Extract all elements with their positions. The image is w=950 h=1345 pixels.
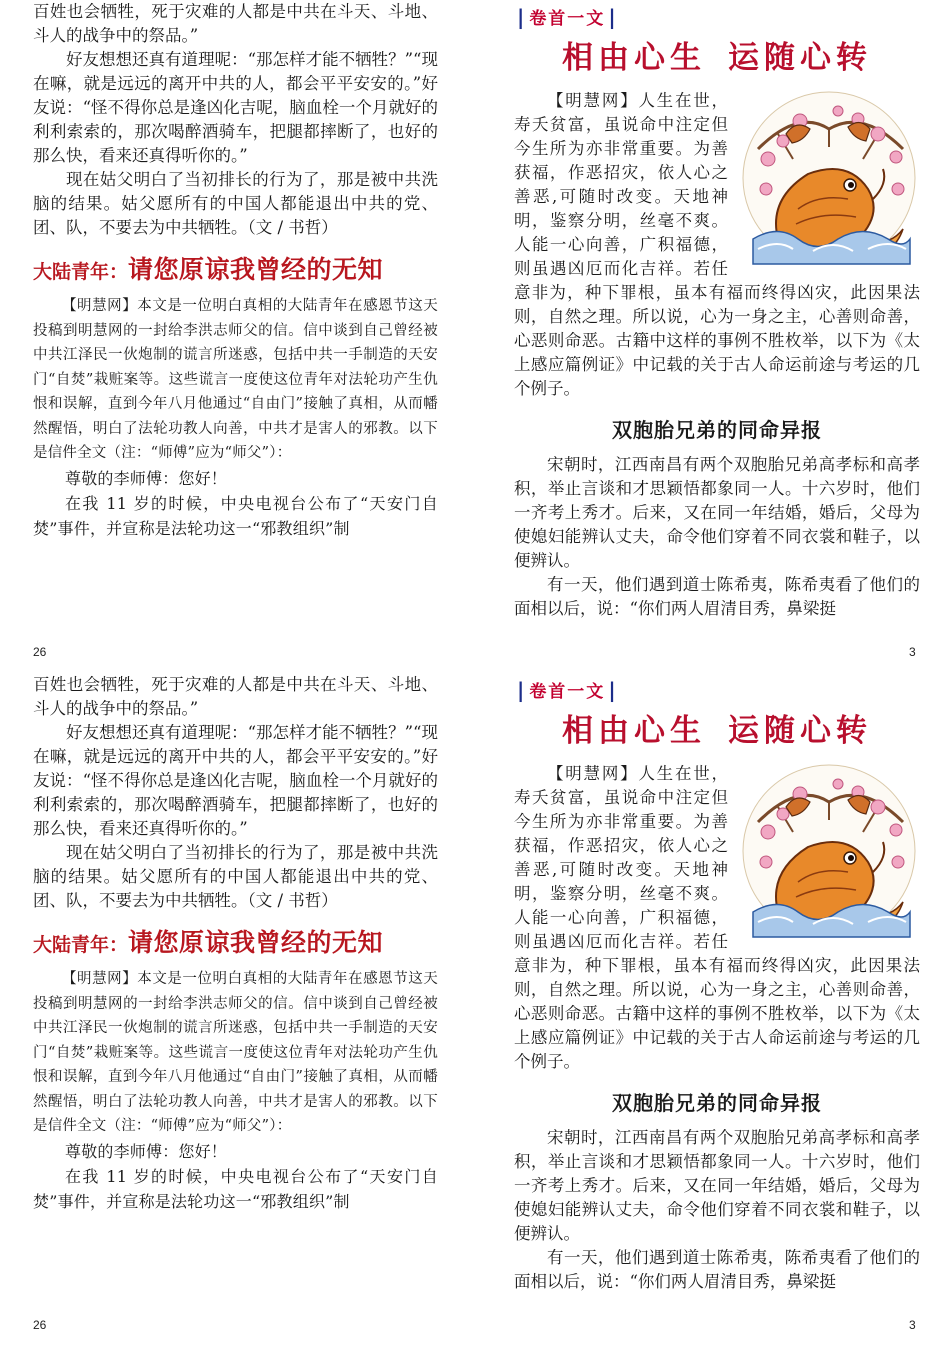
title-left: 相由心生 — [562, 713, 706, 749]
section-bar-left: | — [517, 678, 527, 702]
subheading: 双胞胎兄弟的同命异报 — [612, 418, 822, 442]
page-number: 26 — [33, 645, 47, 659]
paragraph: 【明慧网】本文是一位明白真相的大陆青年在感恩节这天投稿到明慧网的一封给李洪志师父的信。信中谈到自己曾经被中共江泽民一伙炮制的谎言所迷惑，包括中共一手制造的天安门“自焚”栽赃案等。这些谎言一度使这位青年对法轮功产生仇恨和误解，直到今年八月他通过“自由门”接触了真相，从而幡然醒悟，明白了法轮功教人向善，中共才是害人的邪教。以下是信件全文（注：“师傅”应为“师父”）： — [33, 971, 438, 1134]
left-page-column — [33, 0, 438, 541]
title-right: 运随心转 — [728, 40, 872, 76]
subheading: 双胞胎兄弟的同命异报 — [612, 1091, 822, 1115]
paragraph: 好友想想还真有道理呢：“那怎样才能不牺牲？”“现在嘛，就是远远的离开中共的人，都会平平安安的。”好友说：“怪不得你总是逢凶化吉呢，脑血栓一个月就好的利利索索的，那次喝醉酒骑车，把腿都摔断了，也好的那么快，看来还真得听你的。” — [33, 50, 438, 165]
intro-paragraph: 【明慧网】人生在世，寿夭贫富，虽说命中注定但今生所为亦非常重要。为善获福，作恶招灾，依人心之善恶,可随时改变。天地神明，鉴察分明，丝毫不爽。人能一心向善，广积福德，则虽遇凶厄而化吉祥。若任意非为，种下罪根，虽本有福而终得凶灾，此因果法则，自然之理。所以说，心为一身之主，心善则命善，心恶则命恶。古籍中这样的事例不胜枚举，以下为《太上感应篇例证》中记载的关于古人命运前途与考运的几个例子。 — [514, 91, 920, 398]
left-page-column — [33, 673, 438, 1214]
paragraph: 百姓也会牺牲，死于灾难的人都是中共在斗天、斗地、斗人的战争中的祭品。” — [33, 675, 438, 718]
title-left: 相由心生 — [562, 40, 706, 76]
section-bar-right: | — [608, 678, 618, 702]
paragraph: 有一天，他们遇到道士陈希夷，陈希夷看了他们的面相以后，说：“你们两人眉清目秀，鼻梁挺 — [514, 1248, 920, 1291]
page-number: 3 — [909, 645, 916, 659]
headline-kicker: 大陆青年： — [33, 261, 129, 283]
section-bar-left: | — [517, 5, 527, 29]
paragraph: 【明慧网】本文是一位明白真相的大陆青年在感恩节这天投稿到明慧网的一封给李洪志师父的信。信中谈到自己曾经被中共江泽民一伙炮制的谎言所迷惑，包括中共一手制造的天安门“自焚”栽赃案等。这些谎言一度使这位青年对法轮功产生仇恨和误解，直到今年八月他通过“自由门”接触了真相，从而幡然醒悟，明白了法轮功教人向善，中共才是害人的邪教。以下是信件全文（注：“师傅”应为“师父”）： — [33, 298, 438, 461]
paragraph: 现在姑父明白了当初排长的行为了，那是被中共洗脑的结果。姑父愿所有的中国人都能退出中共的党、团、队，不要去为中共牺牲。（文 / 书哲） — [33, 843, 438, 910]
section-label — [514, 4, 920, 30]
paragraph: 尊敬的李师傅：您好！ — [65, 1141, 228, 1161]
section-label-text: 卷首一文 — [529, 9, 606, 29]
paragraph: 百姓也会牺牲，死于灾难的人都是中共在斗天、斗地、斗人的战争中的祭品。” — [33, 2, 438, 45]
section-label — [514, 677, 920, 703]
koi-fish-illustration — [738, 762, 920, 940]
right-page-column — [514, 673, 920, 1294]
paragraph: 有一天，他们遇到道士陈希夷，陈希夷看了他们的面相以后，说：“你们两人眉清目秀，鼻梁挺 — [514, 575, 920, 618]
paragraph: 尊敬的李师傅：您好！ — [65, 468, 228, 488]
headline-main: 请您原谅我曾经的无知 — [128, 255, 384, 284]
page-title — [514, 705, 920, 750]
koi-fish-illustration — [738, 89, 920, 267]
section-bar-right: | — [608, 5, 618, 29]
intro-paragraph: 【明慧网】人生在世，寿夭贫富，虽说命中注定但今生所为亦非常重要。为善获福，作恶招灾，依人心之善恶,可随时改变。天地神明，鉴察分明，丝毫不爽。人能一心向善，广积福德，则虽遇凶厄而化吉祥。若任意非为，种下罪根，虽本有福而终得凶灾，此因果法则，自然之理。所以说，心为一身之主，心善则命善，心恶则命恶。古籍中这样的事例不胜枚举，以下为《太上感应篇例证》中记载的关于古人命运前途与考运的几个例子。 — [514, 764, 920, 1071]
article-body — [33, 294, 438, 541]
paragraph: 宋朝时，江西南昌有两个双胞胎兄弟高孝标和高孝积，举止言谈和才思颖悟都象同一人。十六岁时，他们一齐考上秀才。后来，又在同一年结婚，婚后，父母为使媳妇能辨认丈夫，命令他们穿着不同衣裳和鞋子，以便辨认。 — [514, 1128, 920, 1243]
page-number: 26 — [33, 1318, 47, 1332]
paragraph: 现在姑父明白了当初排长的行为了，那是被中共洗脑的结果。姑父愿所有的中国人都能退出中共的党、团、队，不要去为中共牺牲。（文 / 书哲） — [33, 170, 438, 237]
page-title — [514, 32, 920, 77]
paragraph: 宋朝时，江西南昌有两个双胞胎兄弟高孝标和高孝积，举止言谈和才思颖悟都象同一人。十六岁时，他们一齐考上秀才。后来，又在同一年结婚，婚后，父母为使媳妇能辨认丈夫，命令他们穿着不同衣裳和鞋子，以便辨认。 — [514, 455, 920, 570]
page-number: 3 — [909, 1318, 916, 1332]
headline-main: 请您原谅我曾经的无知 — [128, 928, 384, 957]
paragraph: 在我 11 岁的时候，中央电视台公布了“天安门自焚”事件，并宣称是法轮功这一“邪教组织”制 — [33, 493, 438, 538]
paragraph: 好友想想还真有道理呢：“那怎样才能不牺牲？”“现在嘛，就是远远的离开中共的人，都会平平安安的。”好友说：“怪不得你总是逢凶化吉呢，脑血栓一个月就好的利利索索的，那次喝醉酒骑车，把腿都摔断了，也好的那么快，看来还真得听你的。” — [33, 723, 438, 838]
title-right: 运随心转 — [728, 713, 872, 749]
spread-bottom — [0, 673, 950, 1345]
article-headline — [33, 923, 438, 959]
paragraph: 在我 11 岁的时候，中央电视台公布了“天安门自焚”事件，并宣称是法轮功这一“邪教组织”制 — [33, 1166, 438, 1211]
article-body — [33, 967, 438, 1214]
section-label-text: 卷首一文 — [529, 682, 606, 702]
article-headline — [33, 250, 438, 286]
spread-top — [0, 0, 950, 672]
right-page-column — [514, 0, 920, 621]
headline-kicker: 大陆青年： — [33, 934, 129, 956]
